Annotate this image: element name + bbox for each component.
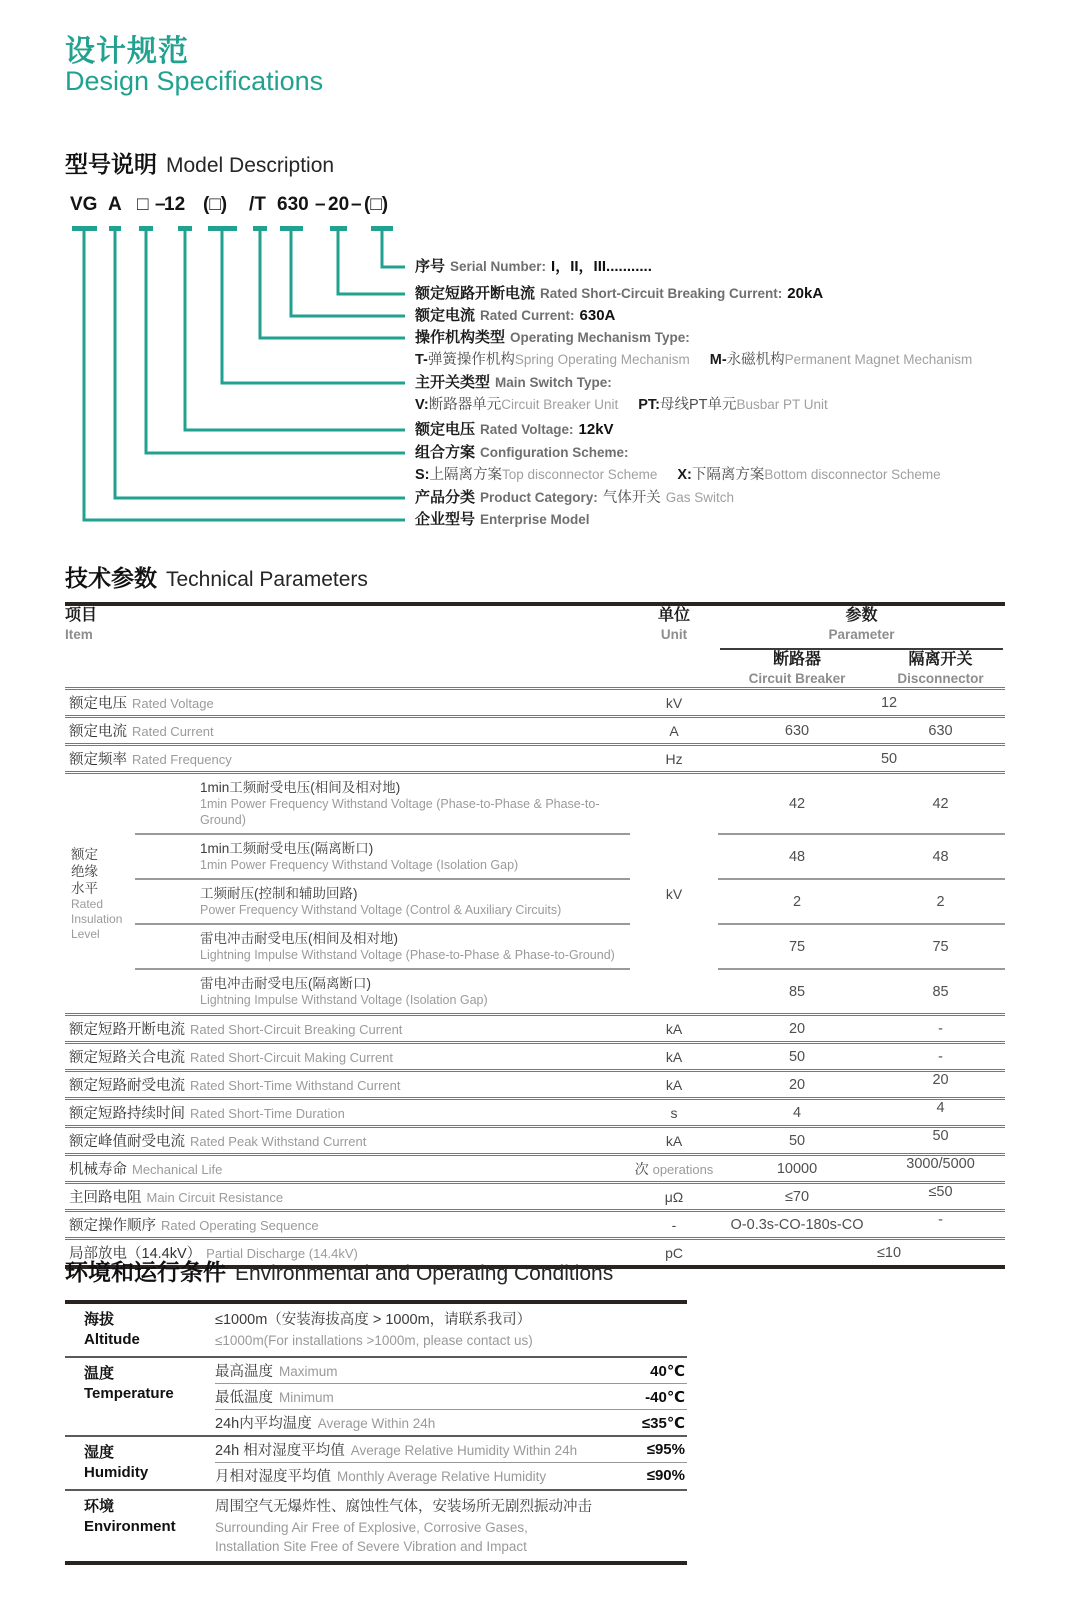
model-label-zh: 企业型号 bbox=[415, 511, 476, 528]
tech-table-header bbox=[65, 604, 1005, 689]
cb-value-cell: O-0.3s-CO-180s-CO bbox=[730, 1216, 864, 1233]
env-category-en: Altitude bbox=[84, 1331, 140, 1348]
model-label-pair bbox=[677, 466, 940, 483]
model-code-part: VG bbox=[70, 194, 98, 215]
item-zh: 机械寿命 bbox=[69, 1162, 127, 1178]
table-row bbox=[65, 1015, 1005, 1043]
item-zh: 局部放电（14.4kV） bbox=[69, 1246, 202, 1262]
item-cell bbox=[65, 1015, 630, 1043]
disc-value-cell bbox=[876, 1127, 1005, 1155]
item-cell bbox=[135, 773, 630, 835]
unit-cell: kV bbox=[665, 885, 683, 902]
item-en: Rated Peak Withstand Current bbox=[190, 1134, 367, 1149]
unit-cell: - bbox=[671, 1216, 677, 1233]
disc-value: 630 bbox=[928, 722, 953, 739]
col-header-item bbox=[65, 604, 630, 689]
page-title: 设计规范 bbox=[65, 35, 189, 68]
col-header-unit bbox=[630, 604, 718, 689]
tech-heading-zh: 技术参数 bbox=[65, 565, 157, 591]
env-subrow-text bbox=[215, 1360, 338, 1381]
item-zh: 额定电流 bbox=[69, 724, 127, 740]
unit-cell: s bbox=[670, 1104, 678, 1121]
model-code-part: – bbox=[351, 194, 362, 215]
model-label-pair bbox=[415, 351, 690, 368]
model-label-zh: 额定短路开断电流 bbox=[415, 285, 536, 302]
env-category-zh: 环境 bbox=[84, 1498, 115, 1515]
env-subrow-value: 40℃ bbox=[650, 1362, 685, 1380]
disc-value: ≤50 bbox=[928, 1183, 953, 1200]
item-cell bbox=[135, 969, 630, 1015]
env-subrow-zh: 24h内平均温度 bbox=[215, 1416, 312, 1432]
model-code-part: A bbox=[108, 194, 122, 215]
unit-cell: kV bbox=[665, 694, 683, 711]
model-label-zh: 操作机构类型 bbox=[415, 329, 506, 346]
table-row bbox=[65, 969, 1005, 1015]
env-category-cell bbox=[65, 1491, 215, 1561]
cb-value-cell: 20 bbox=[788, 1076, 806, 1093]
cb-value-cell: 2 bbox=[718, 879, 876, 924]
cb-value-cell: ≤70 bbox=[784, 1188, 810, 1205]
item-header-en: Item bbox=[65, 627, 93, 642]
model-code-part: – bbox=[315, 194, 326, 215]
group-label-zh: 额定 bbox=[71, 846, 98, 862]
cb-value-cell: 10000 bbox=[776, 1160, 818, 1177]
unit-cell: μΩ bbox=[664, 1188, 684, 1205]
col-header-circuit-breaker bbox=[718, 650, 876, 689]
env-free-zh: ≤1000m（安装海拔高度 > 1000m，请联系我司） bbox=[215, 1312, 532, 1328]
model-label-en: Rated Voltage: bbox=[480, 422, 574, 437]
disc-value: 4 bbox=[936, 1099, 945, 1116]
env-subrow bbox=[215, 1462, 687, 1488]
item-zh: 额定短路关合电流 bbox=[69, 1050, 185, 1066]
model-code-part: 12 bbox=[164, 194, 186, 215]
disc-value-cell: 42 bbox=[932, 795, 949, 812]
item-cell bbox=[65, 717, 630, 745]
model-heading-en: Model Description bbox=[166, 154, 335, 177]
disc-value-cell bbox=[876, 1071, 1005, 1099]
disc-value-cell: 48 bbox=[876, 834, 1005, 879]
table-row bbox=[65, 745, 1005, 773]
env-row bbox=[65, 1435, 687, 1489]
item-cell bbox=[65, 1043, 630, 1071]
item-en: Rated Frequency bbox=[132, 752, 232, 767]
model-code-part: 630 bbox=[277, 194, 309, 215]
model-code-part: /T bbox=[249, 194, 266, 215]
disc-header-en: Disconnector bbox=[897, 671, 984, 686]
model-label-zh: 产品分类 bbox=[415, 489, 476, 506]
item-en: Rated Short-Circuit Making Current bbox=[190, 1050, 394, 1065]
cb-value-cell: 50 bbox=[788, 1132, 806, 1149]
model-label-key: PT: bbox=[638, 397, 660, 413]
env-category-en: Temperature bbox=[84, 1385, 174, 1402]
item-cell bbox=[65, 689, 630, 717]
col-header-disconnector bbox=[876, 650, 1005, 689]
env-table bbox=[65, 1300, 687, 1565]
model-label-en: Rated Short-Circuit Breaking Current: bbox=[540, 286, 783, 301]
env-subrow bbox=[215, 1437, 687, 1462]
env-heading-zh: 环境和运行条件 bbox=[65, 1259, 226, 1285]
item-zh: 1min工频耐受电压(相间及相对地) bbox=[200, 780, 401, 795]
env-category-en: Environment bbox=[84, 1518, 176, 1535]
env-free-text bbox=[215, 1304, 687, 1355]
env-subrow-zh: 最低温度 bbox=[215, 1390, 273, 1406]
unit-cell: A bbox=[669, 722, 679, 739]
model-label-en: Main Switch Type: bbox=[495, 375, 612, 390]
unit-cell: kA bbox=[665, 1076, 683, 1093]
item-en: Rated Short-Time Duration bbox=[190, 1106, 345, 1121]
item-cell bbox=[65, 1099, 630, 1127]
model-label-en-desc: Top disconnector Scheme bbox=[502, 467, 658, 482]
env-row bbox=[65, 1489, 687, 1561]
item-zh: 主回路电阻 bbox=[69, 1190, 142, 1206]
model-label bbox=[415, 396, 848, 414]
env-content-cell bbox=[215, 1358, 687, 1435]
unit-cell: kA bbox=[665, 1048, 683, 1065]
model-label-en-desc: Gas Switch bbox=[665, 490, 735, 505]
model-label-pair bbox=[710, 351, 973, 368]
env-category-cell bbox=[65, 1358, 215, 1435]
disc-value: 50 bbox=[932, 1127, 949, 1144]
table-row bbox=[65, 924, 1005, 969]
item-en: Lightning Impulse Withstand Voltage (Phase-to-Phase & Phase-to-Ground) bbox=[200, 948, 615, 962]
cb-header-zh: 断路器 bbox=[773, 651, 822, 668]
item-en: 1min Power Frequency Withstand Voltage (Phase-to-Phase & Phase-to-Ground) bbox=[200, 797, 600, 827]
item-zh: 雷电冲击耐受电压(隔离断口) bbox=[200, 976, 371, 991]
model-label-zh: 序号 bbox=[415, 258, 446, 275]
item-en: Partial Discharge (14.4kV) bbox=[206, 1246, 358, 1261]
env-category-cell bbox=[65, 1304, 215, 1356]
table-row bbox=[65, 1043, 1005, 1071]
item-cell bbox=[135, 879, 630, 924]
env-free-en: Surrounding Air Free of Explosive, Corrosive Gases, bbox=[215, 1520, 528, 1535]
merged-value-cell: 50 bbox=[880, 750, 898, 767]
disc-value: 3000/5000 bbox=[906, 1155, 975, 1172]
item-cell bbox=[135, 834, 630, 879]
env-free-en: ≤1000m(For installations >1000m, please contact us) bbox=[215, 1333, 533, 1348]
group-label-zh: 绝缘 bbox=[71, 863, 98, 879]
disc-header-zh: 隔离开关 bbox=[908, 651, 973, 668]
item-en: Lightning Impulse Withstand Voltage (Isolation Gap) bbox=[200, 993, 488, 1007]
model-label-en: Enterprise Model bbox=[480, 512, 590, 527]
model-label-value: I，II，III........... bbox=[551, 258, 652, 275]
model-label-zh: 主开关类型 bbox=[415, 374, 491, 391]
env-category-zh: 海拔 bbox=[84, 1311, 115, 1328]
param-header-zh: 参数 bbox=[845, 607, 878, 624]
disc-value: - bbox=[938, 1020, 943, 1037]
table-row bbox=[65, 834, 1005, 879]
unit-cell: Hz bbox=[665, 750, 683, 767]
item-cell bbox=[65, 1127, 630, 1155]
item-en: Mechanical Life bbox=[132, 1162, 223, 1177]
env-section-heading bbox=[65, 1254, 613, 1287]
item-zh: 额定操作顺序 bbox=[69, 1218, 156, 1234]
item-cell bbox=[65, 1211, 630, 1239]
model-label-en: Serial Number: bbox=[450, 259, 547, 274]
cb-value-cell: 50 bbox=[788, 1048, 806, 1065]
item-cell bbox=[65, 1183, 630, 1211]
disc-value-cell: 75 bbox=[876, 924, 1005, 969]
unit-cell: 次 operations bbox=[634, 1160, 714, 1177]
env-subrow-en: Average Within 24h bbox=[317, 1416, 436, 1431]
model-code-part: (□) bbox=[203, 194, 228, 215]
model-label-zh: 组合方案 bbox=[415, 444, 476, 461]
model-label-zh: 额定电流 bbox=[415, 307, 476, 324]
env-content-cell bbox=[215, 1304, 687, 1356]
item-en: Main Circuit Resistance bbox=[146, 1190, 284, 1205]
model-label-en-desc: Permanent Magnet Mechanism bbox=[784, 352, 973, 367]
model-label bbox=[415, 421, 619, 439]
disc-value-cell bbox=[876, 717, 1005, 745]
model-label-zh-desc: 弹簧操作机构 bbox=[427, 352, 515, 368]
model-label-key: S: bbox=[415, 467, 430, 483]
model-label bbox=[415, 466, 961, 484]
table-row bbox=[65, 1127, 1005, 1155]
model-label-zh-desc: 气体开关 bbox=[602, 490, 661, 506]
model-label-zh-desc: 下隔离方案 bbox=[691, 467, 765, 483]
model-label-key: V: bbox=[415, 397, 429, 413]
model-label bbox=[415, 511, 595, 529]
model-label-pair bbox=[415, 466, 657, 483]
item-header-zh: 项目 bbox=[65, 607, 98, 624]
table-row bbox=[65, 1155, 1005, 1183]
disc-value-cell bbox=[876, 1015, 1005, 1043]
env-category-zh: 湿度 bbox=[84, 1444, 115, 1461]
tech-heading-en: Technical Parameters bbox=[166, 568, 368, 591]
model-label-key: X: bbox=[677, 467, 692, 483]
cb-value-cell: 75 bbox=[718, 924, 876, 969]
model-label-zh-desc: 永磁机构 bbox=[726, 352, 785, 368]
env-subrow-value: ≤95% bbox=[646, 1441, 685, 1458]
env-subrow-text bbox=[215, 1465, 546, 1486]
cb-value-cell: 4 bbox=[792, 1104, 802, 1121]
disc-value: - bbox=[938, 1211, 943, 1228]
item-cell bbox=[135, 924, 630, 969]
unit-cell: kA bbox=[665, 1132, 683, 1149]
item-en: Rated Short-Time Withstand Current bbox=[190, 1078, 401, 1093]
model-code-part: (□) bbox=[364, 194, 389, 215]
env-subrow-text bbox=[215, 1412, 435, 1433]
env-row bbox=[65, 1356, 687, 1435]
disc-value: 20 bbox=[932, 1071, 949, 1088]
unit-header-en: Unit bbox=[660, 627, 688, 642]
model-label bbox=[415, 329, 695, 347]
model-label bbox=[415, 351, 992, 369]
model-label-en: Operating Mechanism Type: bbox=[510, 330, 690, 345]
table-row bbox=[65, 1183, 1005, 1211]
model-label bbox=[415, 444, 634, 462]
model-label bbox=[415, 374, 617, 392]
model-label-zh: 额定电压 bbox=[415, 421, 476, 438]
unit-header-zh: 单位 bbox=[658, 607, 691, 624]
model-heading-zh: 型号说明 bbox=[65, 151, 157, 177]
item-cell bbox=[65, 1071, 630, 1099]
tech-section-heading bbox=[65, 560, 368, 593]
item-zh: 雷电冲击耐受电压(相间及相对地) bbox=[200, 931, 398, 946]
merged-value-cell: ≤10 bbox=[876, 1244, 902, 1261]
env-subrow-zh: 24h 相对湿度平均值 bbox=[215, 1443, 345, 1459]
model-label-en: Product Category: bbox=[480, 490, 598, 505]
table-row bbox=[65, 1099, 1005, 1127]
model-label bbox=[415, 489, 739, 507]
env-content-cell bbox=[215, 1491, 687, 1561]
model-label-zh-desc: 断路器单元 bbox=[428, 397, 502, 413]
merged-value-cell: 12 bbox=[880, 694, 898, 711]
env-category-en: Humidity bbox=[84, 1464, 149, 1481]
disc-value: - bbox=[938, 1048, 943, 1065]
model-label-zh-desc: 上隔离方案 bbox=[429, 467, 502, 483]
model-label-en: Rated Current: bbox=[480, 308, 575, 323]
env-subrow-text bbox=[215, 1386, 334, 1407]
model-code-part: □ bbox=[137, 194, 149, 215]
unit-en: operations bbox=[652, 1161, 714, 1177]
item-zh: 额定频率 bbox=[69, 752, 127, 768]
cb-header-en: Circuit Breaker bbox=[748, 671, 846, 686]
env-subrow-en: Minimum bbox=[279, 1390, 334, 1405]
env-subrow bbox=[215, 1383, 687, 1409]
item-en: Rated Voltage bbox=[132, 696, 214, 711]
env-free-text bbox=[215, 1491, 687, 1561]
cb-value-cell: 85 bbox=[718, 969, 876, 1015]
model-label-key: M- bbox=[709, 352, 727, 368]
item-zh: 额定峰值耐受电流 bbox=[69, 1134, 185, 1150]
env-subrow-value: ≤90% bbox=[646, 1467, 685, 1484]
item-zh: 额定短路耐受电流 bbox=[69, 1078, 185, 1094]
model-label bbox=[415, 258, 657, 276]
model-code-part: – bbox=[155, 194, 166, 215]
group-label-cell bbox=[65, 773, 135, 1015]
page-subtitle: Design Specifications bbox=[65, 66, 324, 96]
env-subrow-en: Maximum bbox=[279, 1364, 338, 1379]
table-row bbox=[65, 773, 1005, 835]
env-free-zh: 周围空气无爆炸性、腐蚀性气体，安装场所无剧烈振动冲击 bbox=[215, 1499, 592, 1515]
env-subrow-text bbox=[215, 1439, 577, 1460]
item-en: Rated Short-Circuit Breaking Current bbox=[190, 1022, 403, 1037]
group-label-zh: 水平 bbox=[71, 880, 98, 896]
model-label-value: 20kA bbox=[787, 285, 824, 302]
model-label-zh-desc: 母线PT单元 bbox=[659, 397, 737, 413]
model-label-pair bbox=[638, 396, 828, 413]
group-label-en: Rated bbox=[71, 896, 104, 911]
table-row bbox=[65, 1211, 1005, 1239]
model-label-en-desc: Spring Operating Mechanism bbox=[514, 352, 690, 367]
item-zh: 1min工频耐受电压(隔离断口) bbox=[200, 841, 374, 856]
disc-value-cell bbox=[876, 1183, 1005, 1211]
col-header-parameter bbox=[718, 604, 1005, 650]
env-subrow-zh: 月相对湿度平均值 bbox=[215, 1469, 331, 1485]
env-free-en: Installation Site Free of Severe Vibration and Impact bbox=[215, 1539, 527, 1554]
cb-value-cell: 630 bbox=[784, 722, 810, 739]
env-subrow-value: -40℃ bbox=[645, 1388, 685, 1406]
model-code-part: 20 bbox=[328, 194, 350, 215]
item-en: Rated Operating Sequence bbox=[161, 1218, 319, 1233]
env-subrow-zh: 最高温度 bbox=[215, 1364, 273, 1380]
model-label-value: 12kV bbox=[578, 421, 614, 438]
cb-value-cell: 42 bbox=[788, 795, 806, 812]
model-label-en-desc: Bottom disconnector Scheme bbox=[764, 467, 941, 482]
item-en: Power Frequency Withstand Voltage (Control & Auxiliary Circuits) bbox=[200, 903, 562, 917]
model-label-en: Configuration Scheme: bbox=[480, 445, 629, 460]
env-subrow-value: ≤35℃ bbox=[641, 1414, 685, 1432]
model-label-pair bbox=[415, 396, 618, 413]
env-heading-en: Environmental and Operating Conditions bbox=[235, 1262, 614, 1285]
model-label-key: T- bbox=[415, 352, 428, 368]
env-category-cell bbox=[65, 1437, 215, 1489]
model-label bbox=[415, 307, 620, 325]
model-label bbox=[415, 285, 828, 303]
item-zh: 额定短路开断电流 bbox=[69, 1022, 185, 1038]
item-en: 1min Power Frequency Withstand Voltage (Isolation Gap) bbox=[200, 858, 519, 872]
table-row bbox=[65, 879, 1005, 924]
item-en: Rated Current bbox=[132, 724, 214, 739]
env-category-zh: 温度 bbox=[84, 1365, 115, 1382]
param-header-en: Parameter bbox=[828, 627, 895, 642]
item-zh: 额定短路持续时间 bbox=[69, 1106, 185, 1122]
group-label-en: Level bbox=[71, 926, 100, 941]
env-content-cell bbox=[215, 1437, 687, 1489]
disc-value-cell bbox=[876, 1211, 1005, 1239]
model-label-en-desc: Busbar PT Unit bbox=[736, 397, 828, 412]
disc-value-cell bbox=[876, 1099, 1005, 1127]
disc-value-cell bbox=[876, 1155, 1005, 1183]
model-label-value: 630A bbox=[579, 307, 616, 324]
unit-cell: pC bbox=[665, 1244, 683, 1261]
item-cell bbox=[65, 1155, 630, 1183]
tech-table bbox=[65, 602, 1005, 1269]
cb-value-cell: 20 bbox=[788, 1020, 806, 1037]
env-subrow bbox=[215, 1358, 687, 1383]
disc-value-cell: 85 bbox=[876, 969, 1005, 1015]
env-subrow-en: Monthly Average Relative Humidity bbox=[337, 1469, 547, 1484]
item-zh: 工频耐压(控制和辅助回路) bbox=[200, 886, 358, 901]
env-subrow-en: Average Relative Humidity Within 24h bbox=[350, 1443, 578, 1458]
table-row bbox=[65, 717, 1005, 745]
disc-value-cell bbox=[876, 1043, 1005, 1071]
item-zh: 额定电压 bbox=[69, 696, 127, 712]
model-label-en-desc: Circuit Breaker Unit bbox=[501, 397, 619, 412]
disc-value-cell: 2 bbox=[876, 879, 1005, 924]
env-subrow bbox=[215, 1409, 687, 1435]
table-row bbox=[65, 689, 1005, 717]
table-row bbox=[65, 1071, 1005, 1099]
env-row bbox=[65, 1304, 687, 1356]
model-section-heading bbox=[65, 146, 334, 179]
group-label-en: Insulation bbox=[71, 911, 123, 926]
cb-value-cell: 48 bbox=[718, 834, 876, 879]
item-cell bbox=[65, 745, 630, 773]
unit-cell: kA bbox=[665, 1020, 683, 1037]
